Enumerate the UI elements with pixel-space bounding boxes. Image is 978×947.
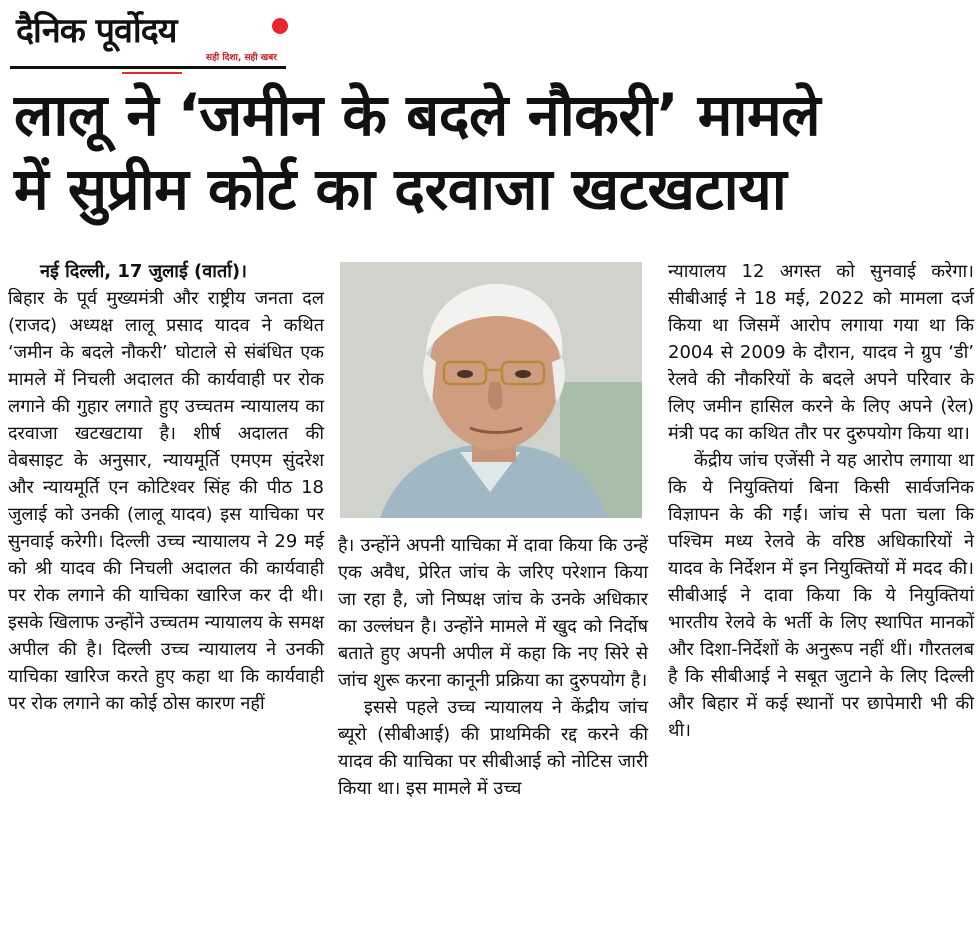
masthead (10, 6, 286, 72)
article-body-text: बिहार के पूर्व मुख्यमंत्री और राष्ट्रीय जनता दल (राजद) अध्यक्ष लालू प्रसाद यादव ने कथित ‘जमीन के बदले नौकरी’ घोटाले से संबंधित एक मामले में निचली अदालत की कार्यवाही पर रोक लगाने की गुहार लगाते हुए उच्चतम न्यायालय का दरवाजा खटखटाया है। शीर्ष अदालत की वेबसाइट के अनुसार, न्यायमूर्ति एमएम सुंदरेश और न्यायमूर्ति एन कोटिश्वर सिंह की पीठ 18 जुलाई को उनकी (लालू यादव) इस याचिका पर सुनवाई करेगी। दिल्ली उच्च न्यायालय ने 29 मई को श्री यादव की निचली अदालत की कार्यवाही पर रोक लगाने की याचिका खारिज कर दी थी। इसके खिलाफ उन्होंने उच्चतम न्यायालय के समक्ष अपील की है। दिल्ली उच्च न्यायालय ने उनकी याचिका खारिज करते हुए कहा था कि कार्यवाही पर रोक लगाने का कोई ठोस कारण नहीं (8, 288, 324, 714)
article-paragraph: है। उन्होंने अपनी याचिका में दावा किया कि उन्हें एक अवैध, प्रेरित जांच के जरिए परेशान किया जा रहा है, जो निष्पक्ष जांच के उनके अधिकार का उल्लंघन है। उन्होंने मामले में खुद को निर्दोष बताते हुए अपनी अपील में कहा कि नए सिरे से जांच शुरू करना कानूनी प्रक्रिया का दुरुपयोग है। (338, 535, 648, 691)
portrait-illustration (340, 262, 642, 518)
newspaper-tagline: सही दिशा, सही खबर (206, 53, 277, 63)
dateline: नई दिल्ली, 17 जुलाई (वार्ता)। (40, 261, 247, 282)
headline-line-1: लालू ने ‘जमीन के बदले नौकरी’ मामले (14, 81, 821, 149)
headline-line-2: में सुप्रीम कोर्ट का दरवाजा खटखटाया (14, 155, 787, 223)
article-column-1 (8, 258, 324, 717)
article-photo (340, 262, 642, 518)
article-paragraph: न्यायालय 12 अगस्त को सुनवाई करेगा। सीबीआई ने 18 मई, 2022 को मामला दर्ज किया था जिसमें आरोप लगाया गया था कि 2004 से 2009 के दौरान, यादव ने ग्रुप ‘डी’ रेलवे की नौकरियों के बदले अपने परिवार के लिए जमीन हासिल करने के लिए अपने (रेल) मंत्री पद का कथित तौर पर दुरुपयोग किया था। (668, 261, 974, 444)
article-column-3 (668, 258, 974, 744)
article-headline (14, 78, 966, 226)
logo-dot-icon (272, 18, 288, 34)
article-column-2 (338, 532, 648, 802)
article-paragraph: केंद्रीय जांच एजेंसी ने यह आरोप लगाया था कि ये नियुक्तियां बिना किसी सार्वजनिक विज्ञापन के की गईं। जांच से पता चला कि पश्चिम मध्य रेलवे के वरिष्ठ अधिकारियों ने यादव के निर्देशन में इन नियुक्तियों में मदद की। सीबीआई ने दावा किया कि ये नियुक्तियां भारतीय रेलवे के भर्ती के लिए स्थापित मानकों और दिशा-निर्देशों के अनुरूप नहीं थीं। गौरतलब है कि सीबीआई ने सबूत जुटाने के लिए दिल्ली और बिहार में कई स्थानों पर छापेमारी भी की थी। (668, 450, 974, 741)
article-paragraph (8, 258, 324, 717)
newspaper-title: दैनिक पूर्वोदय (16, 11, 177, 51)
article-paragraph: इससे पहले उच्च न्यायालय ने केंद्रीय जांच ब्यूरो (सीबीआई) की प्राथमिकी रद्द करने की यादव की याचिका पर सीबीआई को नोटिस जारी किया था। इस मामले में उच्च (338, 697, 648, 799)
masthead-accent-rule (122, 72, 182, 74)
masthead-rule (10, 66, 286, 69)
